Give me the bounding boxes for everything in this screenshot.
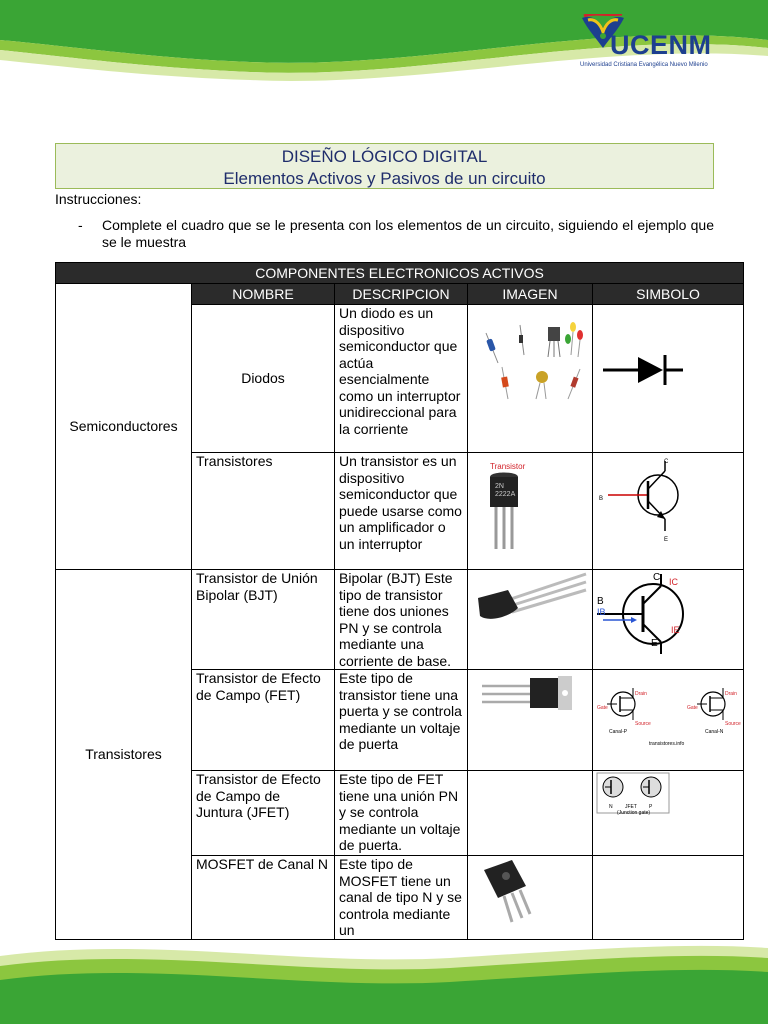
fet-label-source-p: Source (635, 721, 651, 727)
fet-label-canal-p: Canal-P (609, 729, 628, 735)
row-description: Este tipo de transistor tiene una puerta y se controla mediante un voltaje de puerta (335, 670, 468, 771)
fet-symbol (593, 670, 744, 771)
column-header-descripcion: DESCRIPCION (335, 284, 468, 305)
document-subtitle: Elementos Activos y Pasivos de un circuito (223, 169, 546, 188)
diode-symbol-icon (593, 305, 743, 445)
row-name-bjt: Transistor de Unión Bipolar (BJT) (192, 570, 335, 670)
row-name-fet: Transistor de Efecto de Campo (FET) (192, 670, 335, 771)
jfet-image (468, 771, 593, 856)
row-description: Este tipo de MOSFET tiene un canal de tipo N y se controla mediante un (335, 856, 468, 940)
row-name-jfet: Transistor de Efecto de Campo de Juntura (JFET) (192, 771, 335, 856)
fet-label-gate-n: Gate (687, 705, 698, 711)
table-title: COMPONENTES ELECTRONICOS ACTIVOS (56, 263, 744, 284)
row-name-diodos: Diodos (192, 305, 335, 453)
row-description: Un diodo es un dispositivo semiconductor que actúa esencialmente como un interruptor unidireccional para la corriente (335, 305, 468, 453)
bjt-label-b: B (597, 596, 604, 607)
jfet-label-n: N (609, 804, 613, 810)
row-description: Este tipo de FET tiene una unión PN y se controla mediante un voltaje de puerta. (335, 771, 468, 856)
diode-symbol (593, 305, 744, 453)
symbol-label-e: E (664, 537, 669, 543)
fet-symbol-icon (593, 670, 743, 770)
table-row (56, 570, 744, 670)
jfet-label-p: P (649, 804, 653, 810)
category-transistores: Transistores (56, 570, 192, 940)
row-name-transistores: Transistores (192, 453, 335, 570)
column-header-simbolo: SIMBOLO (593, 284, 744, 305)
row-description: Bipolar (BJT) Este tipo de transistor tiene dos uniones PN y se controla mediante una corriente de base. (335, 570, 468, 670)
fet-photo-icon (468, 670, 593, 770)
components-table (55, 262, 744, 940)
logo-subtitle: Universidad Cristiana Evangélica Nuevo Milenio (580, 62, 708, 68)
bjt-label-ic: IC (669, 577, 678, 587)
bjt-label-ie: IE (671, 625, 680, 635)
transistor-part-label: 2N 2222A (495, 483, 516, 498)
category-semiconductores: Semiconductores (56, 284, 192, 570)
transistor-photo-icon (468, 453, 593, 563)
logo-text: UCENM (610, 30, 712, 60)
column-header-imagen: IMAGEN (468, 284, 593, 305)
fet-label-canal-n: Canal-N (705, 729, 724, 735)
row-description: Un transistor es un dispositivo semiconductor que puede usarse como un amplificador o un interruptor (335, 453, 468, 570)
fet-label-drain-p: Drain (635, 691, 647, 697)
instructions-text: Complete el cuadro que se le presenta con los elementos de un circuito, siguiendo el ejemplo que se le muestra (102, 217, 714, 250)
mosfet-photo-icon (468, 856, 593, 938)
bjt-photo-icon (468, 570, 593, 668)
diodes-image (468, 305, 593, 453)
jfet-symbol-icon (593, 771, 743, 855)
mosfet-symbol (593, 856, 744, 940)
document-title-box (55, 143, 714, 189)
jfet-symbol (593, 771, 744, 856)
bjt-label-e: E (651, 638, 658, 649)
fet-label-site: transistores.info (649, 741, 685, 747)
row-name-mosfet: MOSFET de Canal N (192, 856, 335, 940)
bullet-dash: - (78, 217, 83, 233)
symbol-label-b: B (599, 496, 604, 502)
bjt-symbol (593, 570, 744, 670)
bjt-symbol-icon (593, 570, 743, 668)
mosfet-image (468, 856, 593, 940)
bjt-label-c: C (653, 572, 661, 583)
symbol-label-c: C (664, 459, 669, 465)
document-title: DISEÑO LÓGICO DIGITAL (281, 147, 488, 166)
bjt-image (468, 570, 593, 670)
jfet-label-jfet: JFET (625, 804, 637, 810)
fet-label-drain-n: Drain (725, 691, 737, 697)
jfet-label-junction-gate: (Junction gate) (617, 810, 651, 816)
transistor-symbol (593, 453, 744, 570)
footer-wave (0, 936, 768, 1024)
fet-image (468, 670, 593, 771)
transistor-caption: Transistor (490, 462, 526, 471)
diodes-photo-icon (468, 305, 593, 405)
instructions-label: Instrucciones: (55, 191, 142, 207)
fet-label-source-n: Source (725, 721, 741, 727)
bjt-label-ib: IB (597, 607, 606, 617)
transistor-image (468, 453, 593, 570)
column-header-nombre: NOMBRE (192, 284, 335, 305)
fet-label-gate-p: Gate (597, 705, 608, 711)
